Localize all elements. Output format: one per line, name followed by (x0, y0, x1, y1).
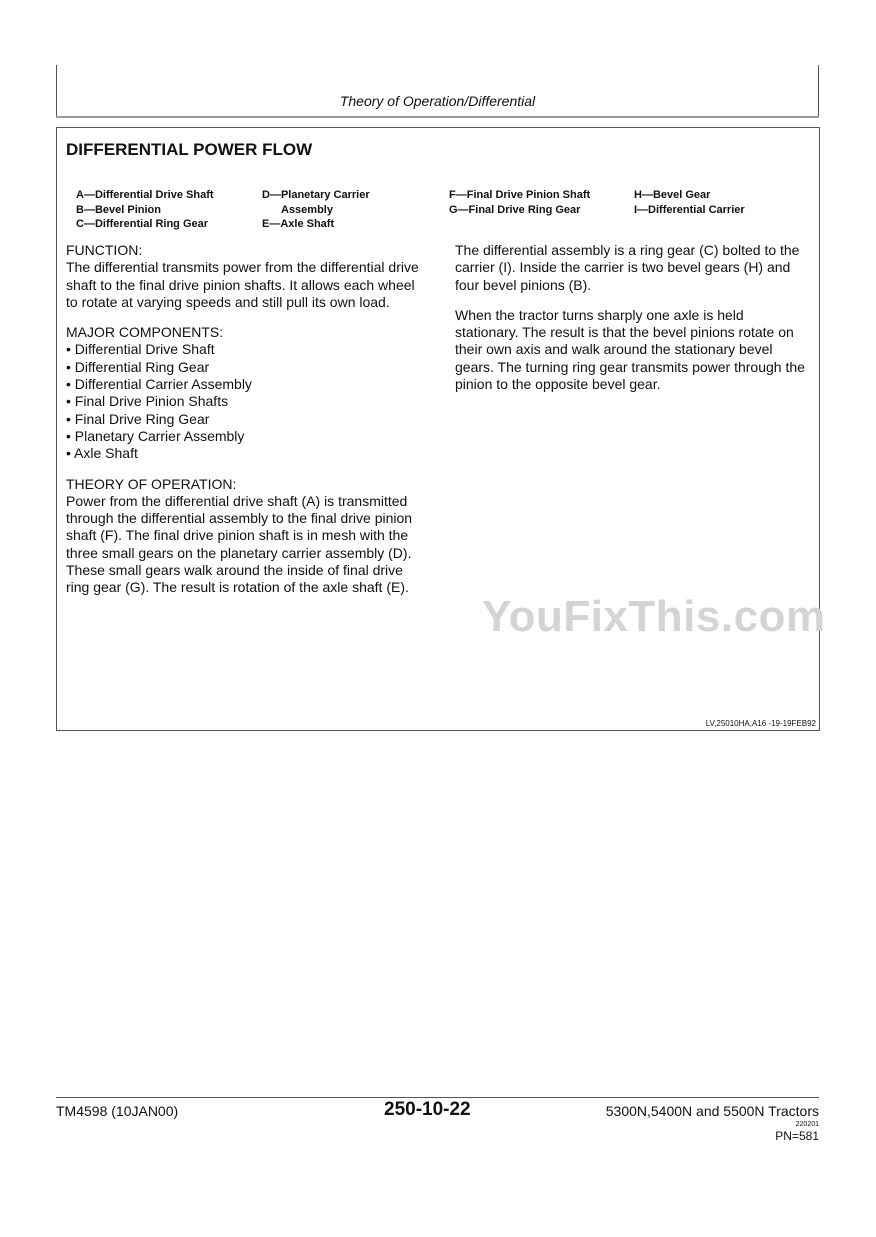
legend-item: I—Differential Carrier (634, 203, 745, 216)
legend-item: E—Axle Shaft (262, 218, 335, 230)
legend-item: D—Planetary Carrier (262, 189, 370, 201)
footer-divider (56, 1097, 819, 1098)
section-header: Theory of Operation/Differential (339, 93, 536, 109)
header-divider (56, 116, 819, 118)
legend-item: F—Final Drive Pinion Shaft (449, 189, 591, 201)
header-right-border (818, 65, 819, 117)
function-heading: FUNCTION: (66, 242, 143, 258)
legend-column-1 (76, 188, 214, 232)
legend-item: B—Bevel Pinion (76, 203, 161, 216)
legend-item: C—Differential Ring Gear (76, 218, 209, 230)
page-title: DIFFERENTIAL POWER FLOW (66, 140, 313, 159)
right-paragraph-1: The differential assembly is a ring gear (C) bolted to the carrier (I). Inside the carrier is two bevel gears (H) and four bevel pinions (B). (455, 242, 800, 293)
models: 5300N,5400N and 5500N Tractors (605, 1103, 819, 1119)
function-text: The differential transmits power from the differential drive shaft to the final drive pinion shafts. It allows each wheel to rotate at varying speeds and still pull its own load. (66, 259, 419, 310)
legend-item: G—Final Drive Ring Gear (449, 203, 581, 216)
list-item: • Final Drive Ring Gear (66, 411, 421, 428)
list-item: • Planetary Carrier Assembly (66, 428, 421, 445)
theory-heading: THEORY OF OPERATION: (66, 475, 237, 492)
legend-column-2 (262, 188, 370, 232)
legend-column-4 (634, 188, 745, 217)
list-item: • Differential Drive Shaft (66, 341, 421, 358)
list-item: • Final Drive Pinion Shafts (66, 393, 421, 410)
components-list (66, 341, 421, 462)
components-heading: MAJOR COMPONENTS: (66, 324, 224, 341)
legend-item: A—Differential Drive Shaft (76, 189, 214, 201)
left-column (66, 242, 421, 610)
list-item: • Axle Shaft (66, 445, 421, 462)
right-paragraph-2: When the tractor turns sharply one axle is held stationary. The result is that the bevel pinions rotate on their own axis and walk around the stationary bevel gears. The turning ring gear transmits power through the pinion to the opposite bevel gear. (455, 306, 805, 393)
pn-number: PN=581 (775, 1129, 819, 1143)
list-item: • Differential Carrier Assembly (66, 376, 421, 393)
date-code: 220201 (795, 1121, 819, 1128)
page-number: 250-10-22 (384, 1099, 471, 1120)
reference-code: LV,25010HA,A16 -19-19FEB92 (705, 719, 816, 728)
legend-item-continued: Assembly (281, 203, 333, 216)
right-column (455, 242, 805, 406)
list-item: • Differential Ring Gear (66, 359, 421, 376)
theory-text: Power from the differential drive shaft (A) is transmitted through the differential assembly to the final drive pinion shaft (F). The final drive pinion shaft is in mesh with the three small gears on the planetary carrier assembly (D). These small gears walk around the inside of final drive ring gear (G). The result is rotation of the axle shaft (E). (66, 492, 413, 596)
manual-id: TM4598 (10JAN00) (56, 1103, 179, 1119)
header-left-border (56, 65, 57, 117)
watermark: YouFixThis.com (482, 592, 826, 641)
legend-column-3 (449, 188, 590, 217)
legend-item: H—Bevel Gear (634, 189, 711, 201)
